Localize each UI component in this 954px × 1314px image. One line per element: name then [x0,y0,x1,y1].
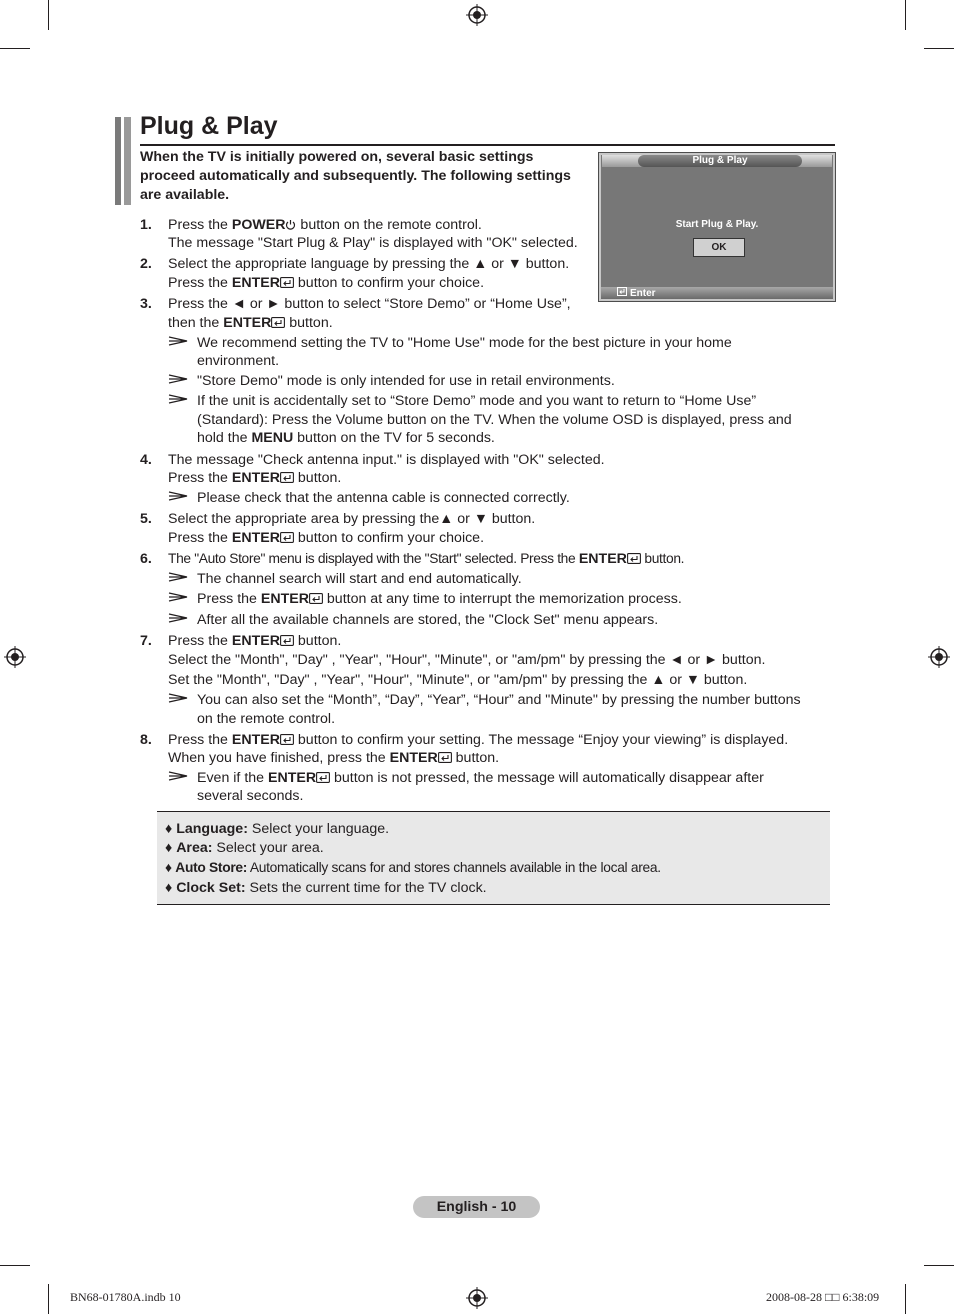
crop-mark [0,48,30,49]
crop-mark [924,1265,954,1266]
slug-timestamp: 2008-08-28 □□ 6:38:09 [766,1290,880,1304]
step-line: Select the appropriate language by pressing the ▲ or ▼ button. [168,256,570,272]
step-line: then the ENTER button. [168,315,333,331]
note-arrow-icon [168,771,188,781]
crop-mark [924,48,954,49]
enter-icon [271,315,285,333]
enter-icon [309,591,323,609]
note-line: After all the available channels are stored, the "Clock Set" menu appears. [197,612,659,628]
note-line: If the unit is accidentally set to “Store Demo” mode and you want to return to “Home Use” [197,393,757,409]
step-line: Press the ENTER button to confirm your choice. [168,530,485,546]
step-number: 7. [140,633,152,649]
step-number: 8. [140,732,152,748]
power-icon [285,217,296,235]
step-line: Press the ENTER button to confirm your setting. The message “Enjoy your viewing” is displayed. [168,732,789,748]
enter-icon [280,633,294,651]
registration-mark-icon [466,1287,488,1309]
note-arrow-icon [168,592,188,602]
note-line: on the remote control. [197,711,336,727]
registration-mark-icon [466,4,488,26]
step-number: 1. [140,217,152,233]
note-line: You can also set the “Month”, “Day”, “Year”, “Hour” and "Minute" by pressing the number buttons [197,692,801,708]
note-line: environment. [197,353,280,369]
step-line: The message "Check antenna input." is displayed with "OK" selected. [168,452,605,468]
step-line: The message "Start Plug & Play" is displayed with "OK" selected. [168,235,578,251]
enter-icon [438,750,452,768]
title-accent-bar [115,117,131,205]
enter-icon [280,530,294,548]
step-number: 6. [140,551,152,567]
crop-mark [905,1284,906,1314]
enter-icon [316,770,330,788]
step-line: Select the appropriate area by pressing the▲ or ▼ button. [168,511,536,527]
note-line: We recommend setting the TV to "Home Use" mode for the best picture in your home [197,335,732,351]
step-number: 5. [140,511,152,527]
osd-footer-label: Enter [630,288,656,299]
crop-mark [0,1265,30,1266]
note-line: Even if the ENTER button is not pressed, the message will automatically disappear after [197,770,764,786]
enter-icon [280,275,294,293]
note-arrow-icon [168,572,188,582]
slug-file-info: BN68-01780A.indb 10 [70,1290,181,1304]
osd-header-title: Plug & Play [638,155,802,167]
note-line: "Store Demo" mode is only intended for use in retail environments. [197,373,615,389]
osd-screen [598,152,836,302]
step-line: Set the "Month", "Day" , "Year", "Hour", "Minute", or "am/pm" by pressing the ▲ or ▼ button. [168,672,748,688]
osd-footer [601,287,833,299]
enter-icon [617,287,627,300]
summary-item-area: ♦ Area: Select your area. [165,840,324,856]
registration-mark-icon [928,646,950,668]
step-number: 2. [140,256,152,272]
note-arrow-icon [168,336,188,346]
step-line: Press the ENTER button to confirm your choice. [168,275,485,291]
step-line: Select the "Month", "Day" , "Year", "Hour", "Minute", or "am/pm" by pressing the ◄ or ► button. [168,652,766,668]
note-line: Please check that the antenna cable is connected correctly. [197,490,570,506]
step-line: The "Auto Store" menu is displayed with the "Start" selected. Press the ENTER button. [168,551,685,567]
osd-message: Start Plug & Play. [675,219,759,230]
intro-text: When the TV is initially powered on, several basic settings proceed automatically and subsequently. The following settings are available. [140,149,571,203]
step-line: Press the ◄ or ► button to select “Store Demo” or “Home Use”, [168,296,571,312]
settings-summary-box [157,811,830,905]
step-line: Press the POWER button on the remote control. [168,217,482,233]
summary-item-clock-set: ♦ Clock Set: Sets the current time for the TV clock. [165,880,487,896]
summary-item-auto-store: ♦ Auto Store: Automatically scans for and stores channels available in the local area. [165,860,661,875]
note-arrow-icon [168,394,188,404]
note-arrow-icon [168,613,188,623]
title-rule [140,144,835,146]
page-title: Plug & Play [140,112,278,140]
step-line: When you have finished, press the ENTER button. [168,750,500,766]
note-arrow-icon [168,374,188,384]
summary-item-language: ♦ Language: Select your language. [165,821,390,837]
step-number: 3. [140,296,152,312]
note-arrow-icon [168,491,188,501]
note-line: The channel search will start and end automatically. [197,571,522,587]
osd-ok-button: OK [693,238,745,257]
note-line: hold the MENU button on the TV for 5 seconds. [197,430,495,446]
osd-header [602,155,832,167]
page-number-badge: English - 10 [413,1196,540,1218]
registration-mark-icon [4,646,26,668]
enter-icon [627,551,641,569]
enter-icon [280,470,294,488]
note-line: several seconds. [197,788,304,804]
crop-mark [48,0,49,30]
step-line: Press the ENTER button. [168,470,342,486]
note-arrow-icon [168,693,188,703]
enter-icon [280,732,294,750]
note-line: Press the ENTER button at any time to interrupt the memorization process. [197,591,682,607]
note-line: (Standard): Press the Volume button on the TV. When the volume OSD is displayed, press and [197,412,792,428]
step-number: 4. [140,452,152,468]
crop-mark [905,0,906,30]
step-line: Press the ENTER button. [168,633,342,649]
crop-mark [48,1284,49,1314]
